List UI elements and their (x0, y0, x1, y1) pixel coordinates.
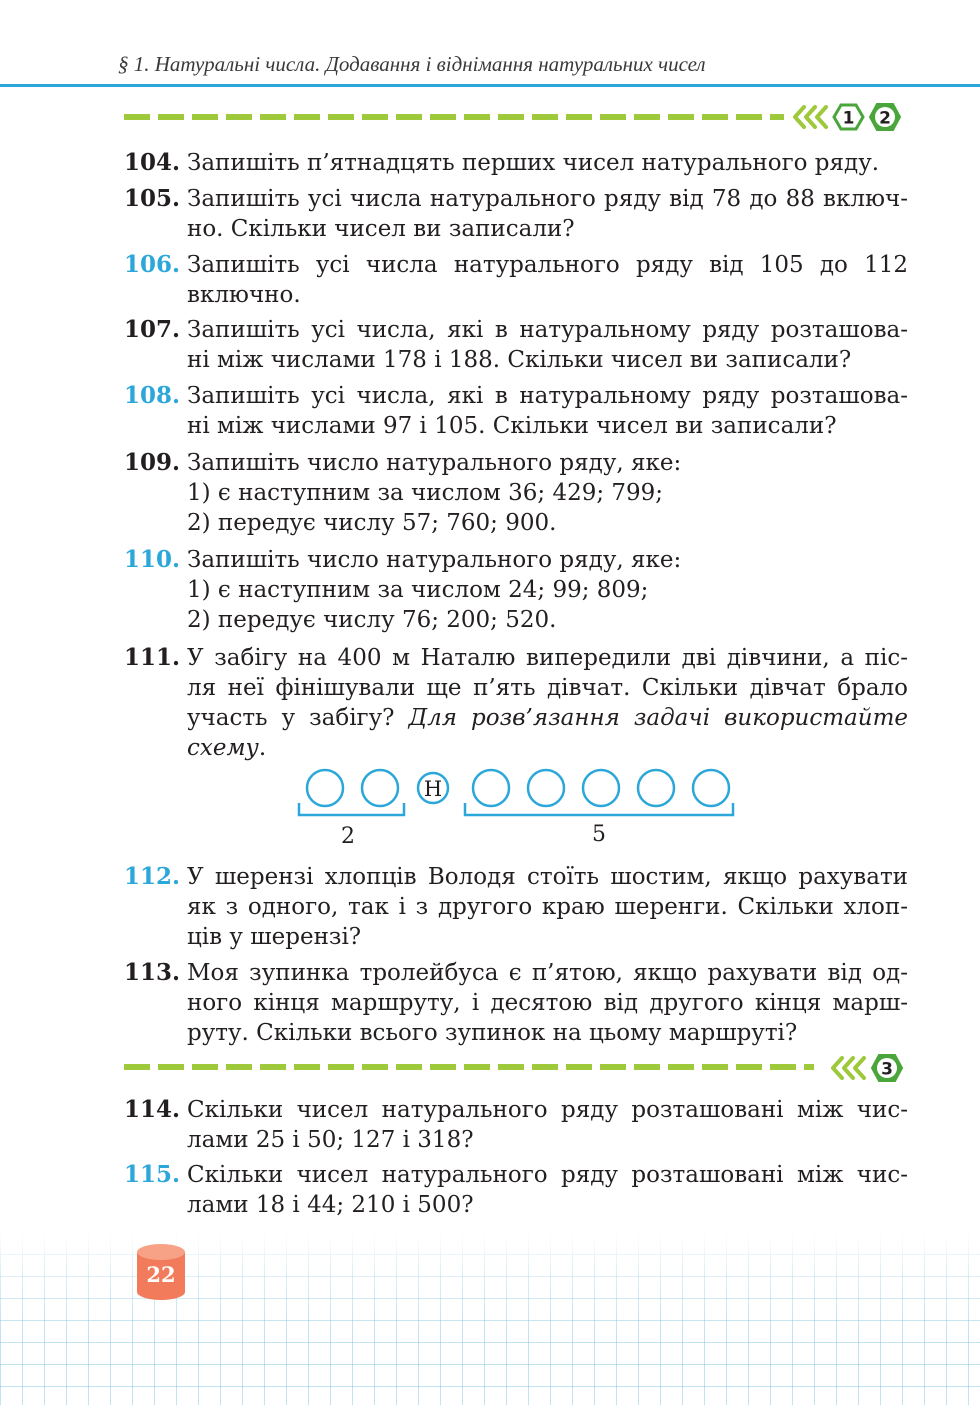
problem-text-line: лами 25 і 50; 127 і 318? (187, 1127, 474, 1153)
problem-text-line: Запишіть п’ятнадцять перших чисел натурального ряду. (187, 150, 880, 176)
problem-text-line: лами 18 і 44; 210 і 500? (187, 1192, 474, 1218)
problem-text-line: Скільки чисел натурального ряду розташовані між чис- (187, 1097, 908, 1123)
scheme-circle (583, 770, 619, 806)
problem-text-line: ців у шерензі? (187, 924, 362, 950)
problem-number: 107. (124, 316, 181, 343)
problem-text-line: ні між числами 178 і 188. Скільки чисел ви записали? (187, 347, 852, 373)
problem-text-line: Запишіть усі числа натурального ряду від 105 до 112 (187, 252, 908, 278)
problem-number: 106. (124, 251, 181, 278)
problem-110 (124, 545, 908, 635)
problem-113 (124, 958, 908, 1048)
problem-number: 111. (124, 644, 181, 671)
problem-text-line: як з одного, так і з другого краю шеренги. Скільки хлоп- (187, 894, 908, 920)
problem-text-line: руту. Скільки всього зупинок на цьому маршруті? (187, 1020, 798, 1046)
header-rule (0, 84, 980, 87)
problem-number: 104. (124, 149, 181, 176)
problem-text-segment: участь у забігу? (187, 705, 395, 731)
problem-109 (124, 448, 908, 538)
level-badge-1-2 (790, 102, 910, 132)
problem-hint: Для розв’язання задачі використайте (408, 705, 909, 731)
scheme-circle (362, 770, 398, 806)
scheme-circle (307, 770, 343, 806)
dashed-line (124, 1064, 814, 1070)
level-badge-3 (828, 1053, 910, 1083)
problem-114 (124, 1095, 908, 1155)
scheme-circle (528, 770, 564, 806)
problem-hint: схему (187, 735, 259, 761)
problem-104 (124, 148, 908, 178)
problem-text-line: ні між числами 97 і 105. Скільки чисел ви записали? (187, 413, 837, 439)
running-header: § 1. Натуральні числа. Додавання і віднімання натуральних чисел (118, 52, 706, 76)
level-2-label: 2 (879, 108, 891, 129)
problem-107 (124, 315, 908, 375)
problem-number: 108. (124, 382, 181, 409)
problem-text-line: ного кінця маршруту, і десятою від другого кінця марш- (187, 990, 908, 1016)
problem-text-line: но. Скільки чисел ви записали? (187, 216, 575, 242)
problem-text-line: Запишіть число натурального ряду, яке: (187, 547, 682, 573)
scheme-left-count: 2 (341, 824, 355, 849)
problem-text-line: Запишіть число натурального ряду, яке: (187, 450, 682, 476)
problem-subitem: 1) є наступним за числом 36; 429; 799; (187, 480, 664, 506)
level-1-label: 1 (842, 108, 855, 129)
problem-number: 115. (124, 1161, 181, 1188)
level-divider-3 (124, 1064, 814, 1072)
dashed-line (124, 114, 784, 120)
problem-text-line: ля неї фінішували ще п’ять дівчат. Скільки дівчат брало (187, 675, 908, 701)
problem-subitem: 2) передує числу 57; 760; 900. (187, 510, 557, 536)
problem-108 (124, 381, 908, 441)
problem-text-line (187, 733, 908, 763)
problem-number: 114. (124, 1096, 181, 1123)
problem-number: 113. (124, 959, 181, 986)
problem-text-line (187, 703, 908, 733)
page-number: 22 (146, 1262, 176, 1287)
problem-subitem: 2) передує числу 76; 200; 520. (187, 607, 557, 633)
problem-number: 112. (124, 863, 181, 890)
problem-number: 105. (124, 185, 181, 212)
problem-text-line: Скільки чисел натурального ряду розташовані між чис- (187, 1162, 908, 1188)
problem-115 (124, 1160, 908, 1220)
problem-text-period: . (258, 735, 267, 761)
problem-112 (124, 862, 908, 952)
problem-number: 110. (124, 546, 181, 573)
level-3-label: 3 (881, 1059, 893, 1080)
scheme-circle (473, 770, 509, 806)
problem-text-line: Запишіть усі числа натурального ряду від 78 до 88 включ- (187, 186, 908, 212)
problem-number: 109. (124, 449, 181, 476)
problem-106 (124, 250, 908, 310)
problem-text-line: Моя зупинка тролейбуса є п’ятою, якщо рахувати від од- (187, 960, 908, 986)
scheme-right-count: 5 (592, 822, 606, 847)
problem-111 (124, 643, 908, 763)
scheme-center-label: Н (423, 777, 443, 801)
problem-111-scheme (290, 765, 750, 855)
scheme-circle (693, 770, 729, 806)
problem-text-line: Запишіть усі числа, які в натуральному ряду розташова- (187, 317, 908, 343)
level-divider-1 (124, 114, 784, 122)
problem-text-line: У шерензі хлопців Володя стоїть шостим, якщо рахувати (187, 864, 908, 890)
problem-text-line: включно. (187, 282, 301, 308)
problem-105 (124, 184, 908, 244)
problem-text-line: Запишіть усі числа, які в натуральному ряду розташова- (187, 383, 908, 409)
problem-text-line: У забігу на 400 м Наталю випередили дві дівчини, а піс- (187, 645, 908, 671)
problem-subitem: 1) є наступним за числом 24; 99; 809; (187, 577, 649, 603)
scheme-circle (638, 770, 674, 806)
